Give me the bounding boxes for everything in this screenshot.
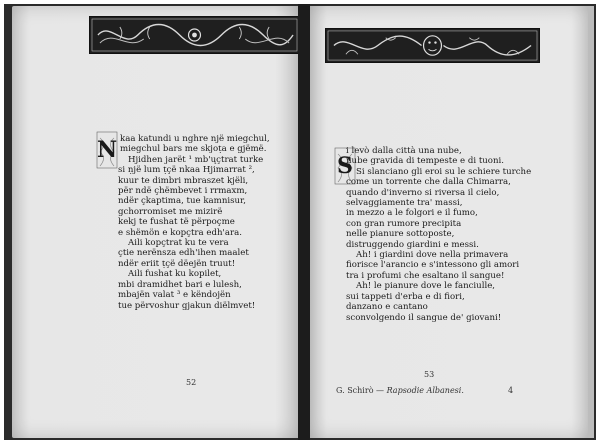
poem-line: kaa katundi u nghre një miegchul, <box>120 134 270 144</box>
poem-line: sconvolgendo il sangue de' giovani! <box>346 312 502 323</box>
poem-line: ndër çkaptima, tue kamnisur, <box>118 196 246 207</box>
poem-line: danzano e cantano <box>346 302 428 313</box>
poem-line: in mezzo a le folgori e il fumo, <box>346 208 478 219</box>
poem-line: mbi dramidhet bari e lulesh, <box>118 279 242 290</box>
poem-line: Hjidhen jarët ¹ mb'ųçtrat turke <box>128 154 264 165</box>
ornamental-headband <box>325 28 540 63</box>
poem-line: fiorisce l'arancio e s'intessono gli amori <box>346 260 520 271</box>
poem-line: Si slanciano gli eroi su le schiere turche <box>356 166 532 177</box>
left-page <box>12 6 298 438</box>
poem-line: i levò dalla città una nube, <box>346 146 462 156</box>
poem-line: come un torrente che dalla Chimarra, <box>346 177 511 188</box>
italian-translation <box>346 146 531 323</box>
poem-line: miegchul bars me skjoṭa e gjëmë. <box>120 144 267 155</box>
poem-line: kuur te dimbri mbraszet kjëli, <box>118 175 249 186</box>
poem-line: si ṇjë lum ṭçë nkaa Hjimarrat ², <box>118 165 255 176</box>
svg-text:S: S <box>337 153 353 179</box>
signature-line <box>336 386 464 395</box>
poem-line: për ndë çhëmbevet i rrmaxm, <box>118 186 248 197</box>
albanian-poem <box>118 134 270 311</box>
poem-line: selvaggiamente tra' massi, <box>346 198 463 209</box>
poem-line: Ah! i giardini dove nella primavera <box>356 250 509 261</box>
signature-mark: 4 <box>508 386 514 395</box>
book-scan <box>4 4 596 440</box>
poem-line: tra i profumi che esaltano il sangue! <box>346 270 505 281</box>
poem-line: con gran rumore precipita <box>346 218 462 229</box>
page-edges <box>588 6 594 438</box>
page-number: 53 <box>424 370 435 379</box>
poem-line: nelle pianure sottoposte, <box>346 229 455 240</box>
poem-line: Aili fushat ku kopilet, <box>128 269 222 280</box>
poem-line: çtie nerënsza edh'ihen maalet <box>118 248 249 259</box>
poem-line: gchorromiset me mizirë <box>118 206 223 217</box>
poem-line: e shëmön e kopçtra edh'ara. <box>118 227 242 238</box>
poem-line: distruggendo giardini e messi. <box>346 239 479 250</box>
page-number: 52 <box>186 378 197 387</box>
ornamental-headband <box>89 16 300 54</box>
drop-cap-initial <box>96 130 118 170</box>
poem-line: tue përvoshur gjakun diëlmvet! <box>118 300 256 311</box>
poem-line: ndër eriit ṭçë dëejën truut! <box>118 258 236 269</box>
poem-line: kekj te fushat të përpoçme <box>118 217 235 228</box>
svg-text:N: N <box>96 137 118 163</box>
poem-line: Ah! le pianure dove le fanciulle, <box>356 281 496 292</box>
poem-line: Aili kopçtrat ku te vera <box>128 238 229 249</box>
poem-line: mbajën valat ³ e këndojën <box>118 290 231 301</box>
poem-line: quando d'inverno si riversa il cielo, <box>346 187 500 198</box>
poem-line: sui tappeti d'erba e di fiori, <box>346 291 465 302</box>
signature-title: Rapsodie Albanesi. <box>386 386 464 395</box>
right-page <box>310 6 588 438</box>
poem-line: nube gravida di tempeste e di tuoni. <box>346 156 504 167</box>
signature-author: G. Schirò — <box>336 386 385 395</box>
book-gutter <box>298 4 310 440</box>
